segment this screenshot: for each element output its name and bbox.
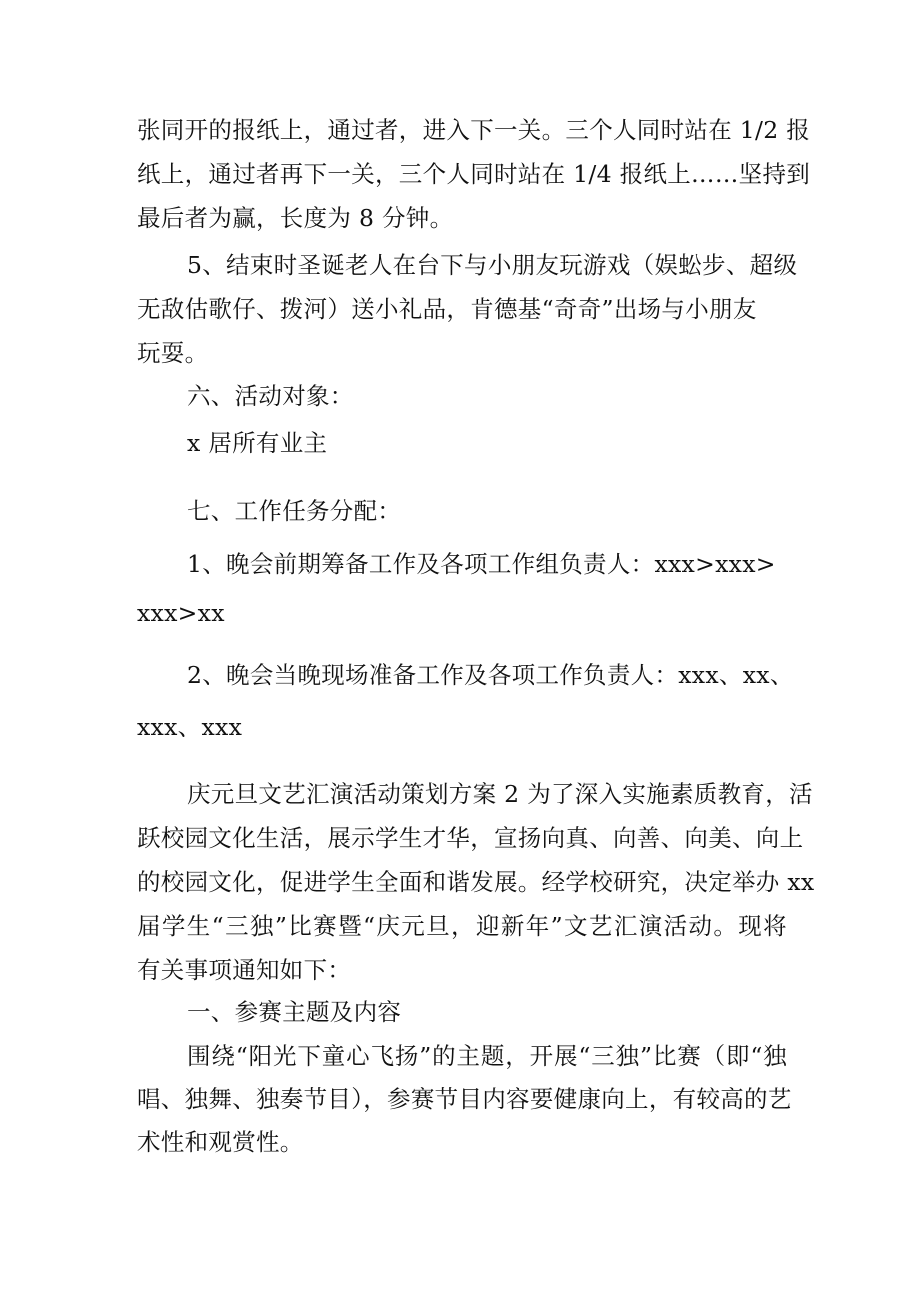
paragraph-line: 唱、独舞、独奏节目），参赛节目内容要健康向上，有较高的艺 [137,1085,792,1113]
paragraph-line: 2、晚会当晚现场准备工作及各项工作负责人：xxx、xx、 [187,661,794,689]
paragraph-line: 庆元旦文艺汇演活动策划方案 2 为了深入实施素质教育，活 [187,780,813,808]
paragraph-line: x 居所有业主 [187,429,328,457]
paragraph-line: 张同开的报纸上，通过者，进入下一关。三个人同时站在 1/2 报 [137,116,811,144]
paragraph-line: 5、结束时圣诞老人在台下与小朋友玩游戏（娱蚣步、超级 [187,251,798,279]
paragraph-line: 有关事项通知如下： [137,956,352,984]
section-heading: 六、活动对象： [187,382,354,410]
paragraph-line: 1、晚会前期筹备工作及各项工作组负责人：xxx>xxx> [187,550,776,578]
paragraph-line: 跃校园文化生活，展示学生才华，宣扬向真、向善、向美、向上 [137,824,804,852]
paragraph-line: 最后者为赢，长度为 8 分钟。 [137,204,454,232]
paragraph-line: 纸上，通过者再下一关，三个人同时站在 1/4 报纸上……坚持到 [137,160,811,188]
paragraph-line: xxx>xx [137,599,225,627]
paragraph-line: 玩耍。 [137,339,209,367]
section-heading: 七、工作任务分配： [187,497,402,525]
paragraph-line: 术性和观赏性。 [137,1128,304,1156]
paragraph-line: 无敌估歌仔、拨河）送小礼品，肯德基“奇奇”出场与小朋友 [137,295,757,323]
paragraph-line: xxx、xxx [137,713,243,741]
paragraph-line: 的校园文化，促进学生全面和谐发展。经学校研究，决定举办 xx [137,868,815,896]
paragraph-line: 届学生“三独”比赛暨“庆元旦，迎新年”文艺汇演活动。现将 [137,912,787,940]
paragraph-line: 围绕“阳光下童心飞扬”的主题，开展“三独”比赛（即“独 [187,1042,787,1070]
section-heading: 一、参赛主题及内容 [187,998,402,1026]
